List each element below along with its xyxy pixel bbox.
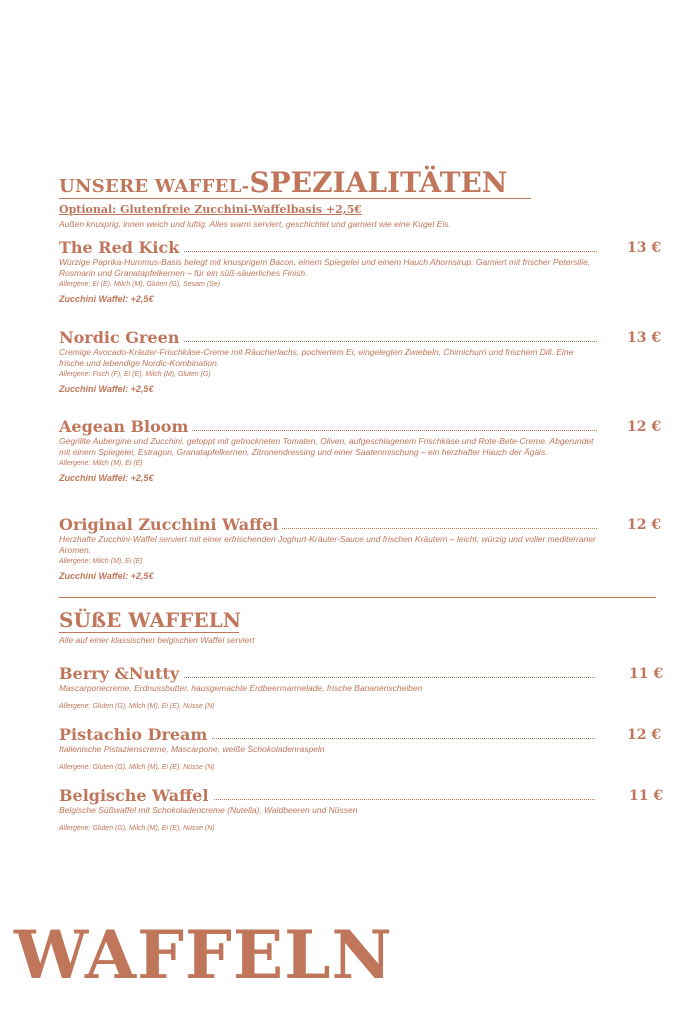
menu-item (59, 238, 662, 304)
menu-item (59, 515, 662, 581)
menu-item (59, 328, 662, 394)
item-allergens: Allergene: Gluten (G), Milch (M), Ei (E), Nüsse (N) (59, 825, 215, 832)
item-price: 12 € (627, 727, 662, 743)
title-underline (59, 198, 531, 199)
sweet-title-underline (59, 632, 239, 633)
section-title-small: UNSERE WAFFEL- (59, 176, 250, 197)
menu-item (59, 725, 662, 771)
item-price: 12 € (627, 419, 662, 435)
section-title (59, 166, 534, 199)
item-name: Belgische Waffel (59, 786, 213, 805)
item-name: Aegean Bloom (59, 417, 192, 436)
item-allergens: Allergene: Gluten (G), Milch (M), Ei (E), Nüsse (N) (59, 764, 215, 771)
optional-note: Optional: Glutenfreie Zucchini-Waffelbasis +2,5€ (59, 203, 362, 216)
item-allergens: Allergene: Gluten (G), Milch (M), Ei (E), Nüsse (N) (59, 703, 215, 710)
section-intro: Außen knusprig, innen weich und luftig. Alles warm serviert, geschichtet und garniert wie eine Kugel Eis. (59, 219, 451, 229)
section-divider (59, 597, 656, 598)
item-price: 11 € (629, 666, 664, 682)
item-zucchini-option: Zucchini Waffel: +2,5€ (59, 384, 154, 394)
footer-big-word: WAFFELN (14, 916, 393, 994)
item-price: 11 € (629, 788, 664, 804)
item-zucchini-option: Zucchini Waffel: +2,5€ (59, 473, 154, 483)
item-name: Nordic Green (59, 328, 183, 347)
item-allergens: Allergene: Ei (E), Milch (M), Gluten (G), Sesam (Se) (59, 281, 221, 288)
item-zucchini-option: Zucchini Waffel: +2,5€ (59, 294, 154, 304)
item-description: Mascarponecreme, Erdnussbutter, hausgemachte Erdbeermarmelade, frische Bananenscheiben (59, 683, 423, 693)
menu-item (59, 417, 662, 483)
item-name: Pistachio Dream (59, 725, 211, 744)
sweet-section-title: SÜßE WAFFELN (59, 608, 241, 632)
section-title-big: SPEZIALITÄTEN (249, 166, 508, 199)
sweet-section-intro: Alle auf einer klassischen belgischen Waffel serviert (59, 635, 255, 645)
item-allergens: Allergene: Milch (M), Ei (E) (59, 460, 143, 467)
item-description: Italienische Pistazienscreme, Mascarpone, weiße Schokoladenraspeln (59, 744, 325, 754)
item-description: Belgische Süßwaffel mit Schokoladencreme (Nutella), Waldbeeren und Nüssen (59, 805, 358, 815)
item-description: Gegrillte Aubergine und Zucchini, getoppt mit getrockneten Tomaten, Oliven, aufgeschlagenem Frischkäse und Rote-Bete-Creme. Abgerundet mit einem Spiegelei, Estragon, Granatapfelkernen, Zitronendressing und einer Saatenmischung – ein herzhafter Hauch der Ägäis. (59, 436, 594, 457)
item-name: The Red Kick (59, 238, 183, 257)
item-allergens: Allergene: Fisch (F), Ei (E), Milch (M), Gluten (G) (59, 371, 211, 378)
item-description: Herzhafte Zucchini-Waffel serviert mit einer erfrischenden Joghurt-Kräuter-Sauce und frischen Kräutern – leicht, würzig und voller mediterraner Aromen. (59, 534, 596, 555)
menu-item (59, 786, 664, 832)
item-zucchini-option: Zucchini Waffel: +2,5€ (59, 571, 154, 581)
item-name: Original Zucchini Waffel (59, 515, 282, 534)
item-price: 12 € (627, 517, 662, 533)
item-name: Berry &Nutty (59, 664, 183, 683)
item-allergens: Allergene: Milch (M), Ei (E) (59, 558, 143, 565)
item-price: 13 € (627, 330, 662, 346)
item-price: 13 € (627, 240, 662, 256)
item-description: Cremige Avocado-Kräuter-Frischkäse-Creme mit Räucherlachs, pochiertem Ei, eingelegten Zwiebeln, Chimichurri und frischem Dill. Eine frische und lebendige Nordic-Kombination. (59, 347, 574, 368)
item-description: Würzige Paprika-Hummus-Basis belegt mit knusprigem Bacon, einem Spiegelei und einem Hauch Ahornsirup. Garniert mit frischer Petersilie, Rosmarin und Granatapfelkernen – für ein süß-säuerliches Finish. (59, 257, 591, 278)
menu-item (59, 664, 664, 710)
